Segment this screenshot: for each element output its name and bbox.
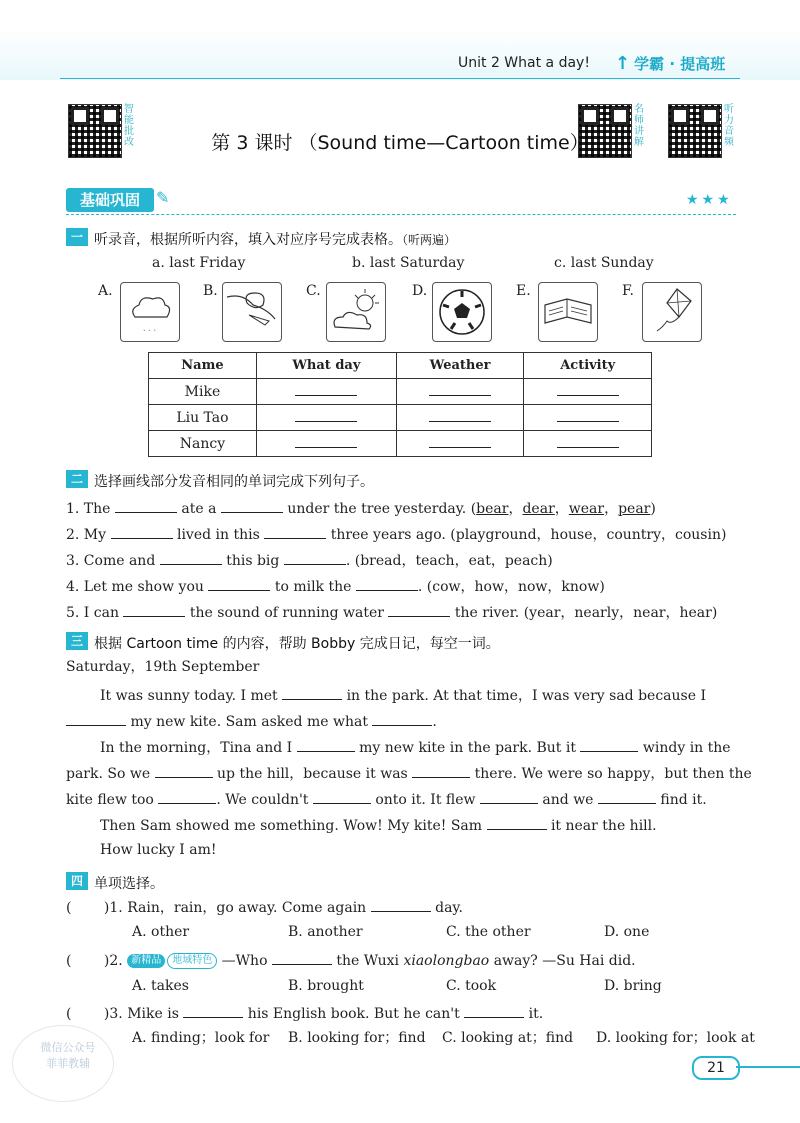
diary-text: my new kite. Sam asked me what	[130, 714, 368, 730]
mc-option[interactable]: B. another	[288, 924, 363, 940]
separator: ，	[619, 605, 634, 621]
diary-text: and we	[542, 792, 594, 808]
mc-option[interactable]: C. the other	[446, 924, 531, 940]
answer-blank[interactable]	[487, 817, 547, 830]
question-text: )1. Rain，rain，go away. Come again	[103, 900, 367, 916]
mc-option[interactable]: D. looking for；look at	[596, 1030, 755, 1046]
diary-text: It was sunny today. I met	[100, 688, 278, 704]
watermark-line: 菲菲教辅	[46, 1057, 90, 1070]
answer-blank[interactable]	[372, 713, 432, 726]
separator: ，	[665, 605, 680, 621]
diary-text: In the morning，Tina and I	[100, 740, 293, 756]
kite-icon	[642, 282, 702, 342]
mc-option[interactable]: D. one	[604, 924, 650, 940]
word-option: year	[529, 605, 561, 621]
word-option: cousin	[675, 527, 721, 543]
question-text: the Wuxi	[336, 953, 399, 969]
q1-title	[94, 229, 456, 249]
sentence-text: ate a	[181, 501, 217, 517]
mc-option[interactable]: A. takes	[132, 978, 189, 994]
diary-text: it near the hill.	[550, 818, 657, 834]
q2-sentence-4	[66, 578, 605, 594]
day-option-a: a. last Friday	[152, 255, 246, 271]
brand-text: 学霸 · 提高班	[634, 54, 726, 73]
table-cell[interactable]	[396, 405, 524, 431]
word-option: house	[550, 527, 593, 543]
table-header-row	[149, 353, 652, 379]
question-text: day.	[435, 900, 463, 916]
diary-text: . We couldn't	[216, 792, 309, 808]
separator: ，	[460, 579, 475, 595]
sentence-text: )	[711, 605, 718, 621]
day-option-b: b. last Saturday	[352, 255, 465, 271]
word-option: eat	[468, 553, 491, 569]
new-quality-badge: 新精品	[127, 954, 165, 968]
sentence-text: . (	[417, 579, 433, 595]
mc-option[interactable]: B. looking for；find	[288, 1030, 426, 1046]
page-number: 21	[692, 1056, 740, 1080]
table-row	[149, 379, 652, 405]
sentence-text: three years ago. (	[330, 527, 456, 543]
pic-label-b: B.	[203, 283, 218, 299]
answer-blank[interactable]	[429, 383, 491, 396]
sentence-text: 2. My	[66, 527, 107, 543]
word-option: how	[474, 579, 504, 595]
unit-title: Unit 2 What a day!	[458, 55, 590, 71]
question-text: )2.	[103, 953, 123, 969]
word-option: dear	[522, 501, 555, 517]
mc-option[interactable]: C. took	[446, 978, 497, 994]
diary-line-7: How lucky I am!	[100, 842, 217, 858]
cloud-rain-icon	[120, 282, 180, 342]
answer-table	[148, 352, 652, 457]
answer-blank[interactable]	[557, 435, 619, 448]
answer-blank[interactable]	[429, 409, 491, 422]
diary-text: my new kite in the park. But it	[359, 740, 576, 756]
watermark-line: 微信公众号	[40, 1041, 96, 1054]
table-header: Name	[149, 353, 257, 379]
word-option: teach	[415, 553, 455, 569]
sentence-text: . (	[345, 553, 361, 569]
question-text: —Who	[221, 953, 268, 969]
diary-line-4	[66, 765, 752, 781]
table-cell[interactable]	[524, 379, 652, 405]
pic-label-a: A.	[98, 283, 113, 299]
table-cell[interactable]	[256, 431, 396, 457]
diary-line-6	[100, 817, 657, 833]
word-option: near	[633, 605, 666, 621]
separator: ，	[560, 605, 575, 621]
question-text: xiaolongbao	[403, 953, 490, 969]
answer-blank[interactable]	[155, 765, 213, 778]
q2-sentence-1	[66, 500, 656, 516]
word-option: wear	[568, 501, 605, 517]
word-option: now	[517, 579, 548, 595]
answer-blank[interactable]	[183, 1005, 243, 1018]
answer-blank[interactable]	[371, 899, 431, 912]
answer-blank[interactable]	[557, 383, 619, 396]
answer-blank[interactable]	[158, 791, 216, 804]
word-option: playground	[455, 527, 537, 543]
diary-text: in the park. At that time，I was very sad because I	[346, 688, 706, 704]
answer-blank[interactable]	[272, 952, 332, 965]
brand-logo	[615, 48, 755, 78]
answer-blank[interactable]	[297, 739, 355, 752]
answer-blank[interactable]	[580, 739, 638, 752]
qr-tag-grading: 智能批改	[124, 104, 134, 148]
table-cell-name: Nancy	[149, 431, 257, 457]
diary-text: onto it. It flew	[375, 792, 476, 808]
table-header: Activity	[524, 353, 652, 379]
mc-option[interactable]: B. brought	[288, 978, 364, 994]
word-option: know	[561, 579, 600, 595]
separator: ，	[536, 527, 551, 543]
watermark	[28, 1040, 108, 1072]
answer-blank[interactable]	[412, 765, 470, 778]
regional-badge: 地域特色	[167, 953, 217, 969]
answer-paren[interactable]: (	[66, 900, 72, 916]
q2-sentence-3	[66, 552, 553, 568]
separator: ，	[554, 501, 569, 517]
lesson-title: 第 3 课时 （Sound time—Cartoon time）	[211, 132, 589, 154]
separator: ，	[547, 579, 562, 595]
football-icon	[432, 282, 492, 342]
diary-line-1	[100, 687, 706, 703]
table-row	[149, 405, 652, 431]
separator: ，	[454, 553, 469, 569]
diary-text: Then Sam showed me something. Wow! My kite! Sam	[100, 818, 483, 834]
section-label: 基础巩固	[66, 188, 154, 212]
sentence-text: this big	[226, 553, 280, 569]
sentence-text: 1. The	[66, 501, 111, 517]
pic-label-e: E.	[516, 283, 531, 299]
mc-option[interactable]: C. looking at；find	[442, 1030, 574, 1046]
word-option: nearly	[574, 605, 620, 621]
mc-question-2	[66, 952, 636, 969]
word-option: bread	[360, 553, 402, 569]
difficulty-stars: ★★★	[686, 192, 733, 208]
answer-blank[interactable]	[123, 604, 185, 617]
q4-number: 四	[66, 872, 88, 890]
answer-blank[interactable]	[282, 687, 342, 700]
arrow-up-icon: ↑	[615, 52, 631, 74]
diary-text: .	[432, 714, 437, 730]
diary-text: park. So we	[66, 766, 151, 782]
separator: ，	[490, 553, 505, 569]
table-cell[interactable]	[396, 431, 524, 457]
question-text: away? —Su Hai did.	[493, 953, 636, 969]
diary-line-5	[66, 791, 707, 807]
diary-text: there. We were so happy，but then the	[474, 766, 752, 782]
answer-paren[interactable]: (	[66, 1006, 72, 1022]
word-option: pear	[618, 501, 651, 517]
q4-title: 单项选择。	[94, 876, 164, 892]
page-number-bar	[736, 1066, 800, 1068]
q2-sentence-2	[66, 526, 726, 542]
separator: ，	[401, 553, 416, 569]
sentence-text: 4. Let me show you	[66, 579, 204, 595]
qr-tag-audio: 听力音频	[724, 104, 734, 148]
word-option: hear	[679, 605, 712, 621]
mc-option[interactable]: A. other	[132, 924, 190, 940]
answer-blank[interactable]	[160, 552, 222, 565]
mc-question-3	[66, 1005, 543, 1021]
answer-blank[interactable]	[598, 791, 656, 804]
answer-blank[interactable]	[388, 604, 450, 617]
word-option: peach	[504, 553, 548, 569]
word-option: cow	[432, 579, 461, 595]
table-row	[149, 431, 652, 457]
table-cell[interactable]	[256, 405, 396, 431]
answer-blank[interactable]	[557, 409, 619, 422]
sentence-text: the sound of running water	[189, 605, 384, 621]
separator: ，	[661, 527, 676, 543]
table-header: Weather	[396, 353, 524, 379]
question-text: )3. Mike is	[103, 1006, 179, 1022]
q2-title: 选择画线部分发音相同的单词完成下列句子。	[94, 474, 374, 490]
table-cell-name: Liu Tao	[149, 405, 257, 431]
answer-blank[interactable]	[295, 409, 357, 422]
sentence-text: )	[650, 501, 656, 517]
answer-blank[interactable]	[429, 435, 491, 448]
pic-label-d: D.	[412, 283, 428, 299]
pic-label-f: F.	[622, 283, 634, 299]
mc-question-1	[66, 899, 463, 915]
table-header: What day	[256, 353, 396, 379]
q1-number: 一	[66, 228, 88, 246]
sentence-text: )	[547, 553, 553, 569]
sentence-text: )	[599, 579, 605, 595]
answer-blank[interactable]	[295, 383, 357, 396]
diary-text: windy in the	[642, 740, 731, 756]
word-option: country	[606, 527, 662, 543]
table-cell-name: Mike	[149, 379, 257, 405]
q1-title-text: 听录音，根据所听内容，填入对应序号完成表格。	[94, 232, 402, 248]
day-option-c: c. last Sunday	[554, 255, 654, 271]
mc-option[interactable]: D. bring	[604, 978, 662, 994]
sentence-text: 3. Come and	[66, 553, 156, 569]
question-text: his English book. But he can't	[247, 1006, 460, 1022]
word-option: bear	[476, 501, 509, 517]
table-cell[interactable]	[524, 405, 652, 431]
diary-line-3	[100, 739, 731, 755]
sentence-text: lived in this	[176, 527, 260, 543]
question-text: it.	[528, 1006, 544, 1022]
diary-text: find it.	[660, 792, 707, 808]
answer-blank[interactable]	[264, 526, 326, 539]
answer-blank[interactable]	[313, 791, 371, 804]
windy-tree-icon	[222, 282, 282, 342]
q2-sentence-5	[66, 604, 717, 620]
diary-text: kite flew too	[66, 792, 154, 808]
answer-blank[interactable]	[284, 552, 346, 565]
answer-blank[interactable]	[208, 578, 270, 591]
q2-number: 二	[66, 470, 88, 488]
sentence-text: 5. I can	[66, 605, 119, 621]
separator: ，	[604, 501, 619, 517]
table-cell[interactable]	[396, 379, 524, 405]
diary-line-2	[66, 713, 437, 729]
svg-text:ˎ ˎ ˎ: ˎ ˎ ˎ	[143, 322, 157, 331]
sentence-text: under the tree yesterday. (	[287, 501, 477, 517]
sentence-text: to milk the	[274, 579, 352, 595]
q1-hint: （听两遍）	[402, 233, 457, 247]
answer-blank[interactable]	[356, 578, 418, 591]
mc-option[interactable]: A. finding；look for	[132, 1030, 270, 1046]
answer-blank[interactable]	[111, 526, 173, 539]
q3-title: 根据 Cartoon time 的内容，帮助 Bobby 完成日记，每空一词。	[94, 636, 500, 652]
answer-blank[interactable]	[295, 435, 357, 448]
separator: ，	[592, 527, 607, 543]
answer-paren[interactable]: (	[66, 953, 72, 969]
sentence-text: )	[720, 527, 727, 543]
header-divider	[60, 78, 740, 79]
sun-cloud-icon	[326, 282, 386, 342]
answer-blank[interactable]	[66, 713, 126, 726]
sentence-text: the river. (	[454, 605, 530, 621]
open-book-icon	[538, 282, 598, 342]
answer-blank[interactable]	[115, 500, 177, 513]
separator: ，	[503, 579, 518, 595]
answer-blank[interactable]	[464, 1005, 524, 1018]
table-cell[interactable]	[524, 431, 652, 457]
separator: ，	[508, 501, 523, 517]
answer-blank[interactable]	[480, 791, 538, 804]
qr-tag-explain: 名师讲解	[634, 104, 644, 148]
q3-number: 三	[66, 632, 88, 650]
answer-blank[interactable]	[221, 500, 283, 513]
pic-label-c: C.	[306, 283, 321, 299]
diary-text: up the hill，because it was	[217, 766, 408, 782]
table-cell[interactable]	[256, 379, 396, 405]
pencil-icon: ✎	[156, 188, 170, 207]
section-divider	[66, 214, 736, 216]
diary-date: Saturday，19th September	[66, 659, 260, 675]
